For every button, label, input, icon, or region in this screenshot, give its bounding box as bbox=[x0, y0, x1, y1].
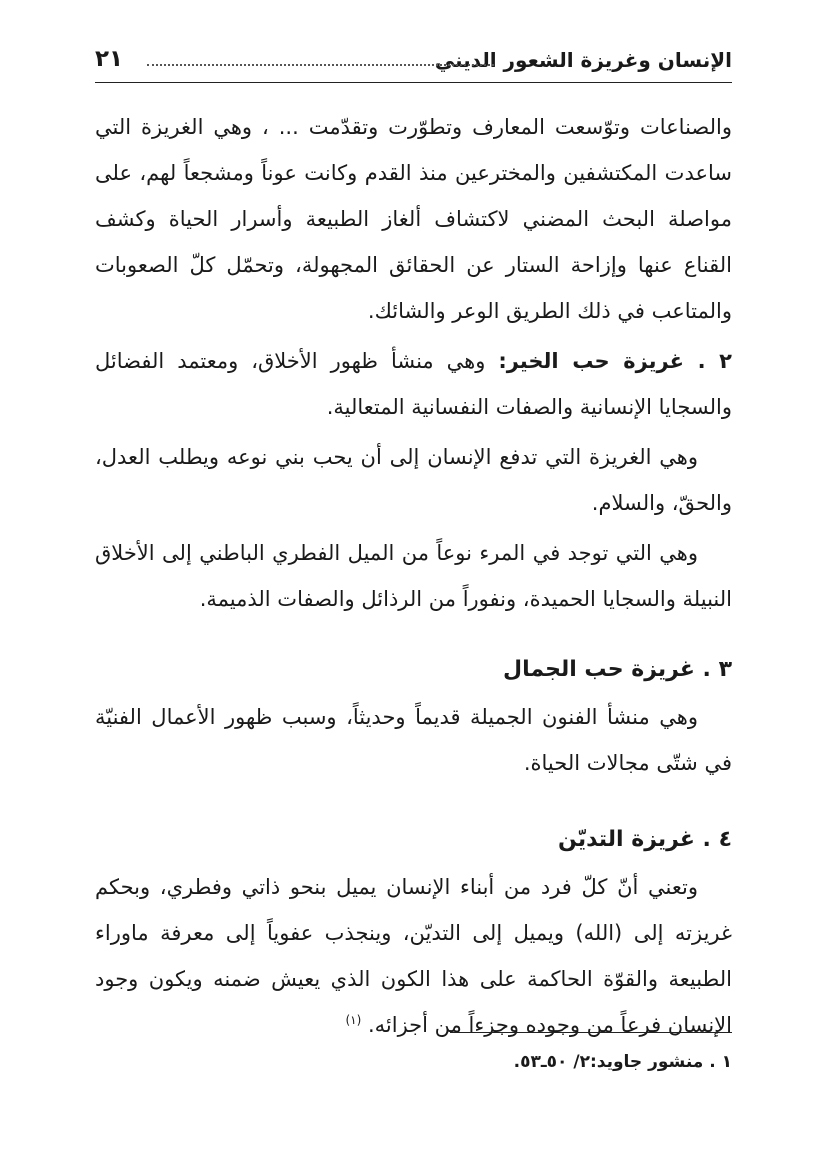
heading-instinct-beauty: ٣ . غريزة حب الجمال bbox=[503, 657, 732, 682]
inline-heading-instinct-good: ٢ . غريزة حب الخير: bbox=[498, 349, 732, 373]
paragraph-religiosity bbox=[95, 864, 732, 1048]
paragraph-beauty: وهي منشأ الفنون الجميلة قديماً وحديثاً، وسبب ظهور الأعمال الفنيّة في شتّى مجالات الحياة. bbox=[95, 705, 732, 775]
page-body bbox=[95, 104, 732, 1048]
running-title: الإنسان وغريزة الشعور الديني bbox=[434, 48, 732, 72]
heading-instinct-religiosity: ٤ . غريزة التديّن bbox=[558, 827, 732, 852]
paragraph-morals: وهي التي توجد في المرء نوعاً من الميل الفطري الباطني إلى الأخلاق النبيلة والسجايا الحميدة، ونفوراً من الرذائل والصفات الذميمة. bbox=[95, 541, 732, 611]
footnote-text: ١ . منشور جاويد:٢/ ٥٠ـ٥٣. bbox=[513, 1052, 732, 1072]
footnote-rule bbox=[450, 1032, 732, 1033]
paragraph-religiosity-text: وتعني أنّ كلّ فرد من أبناء الإنسان يميل بنحو ذاتي وفطري، وبحكم غريزته إلى (الله) ويميل إلى التديّن، وينجذب عفوياً إلى معرفة ماوراء الطبيعة والقوّة الحاكمة على هذا الكون الذي يعيش ضمنه ويكون وجود الإنسان فرعاً من وجوده وجزءاً من أجزائه. bbox=[95, 875, 732, 1037]
page-number: ٢١ bbox=[95, 46, 124, 72]
paragraph-justice: وهي الغريزة التي تدفع الإنسان إلى أن يحب بني نوعه ويطلب العدل، والحقّ، والسلام. bbox=[95, 445, 732, 515]
header-dot-leader bbox=[147, 64, 494, 66]
paragraph-instinct-good bbox=[95, 338, 732, 430]
page-header bbox=[95, 46, 732, 82]
footnote-reference: (١) bbox=[345, 1013, 362, 1027]
paragraph-instinct-good-text: وهي منشأ ظهور الأخلاق، ومعتمد الفضائل والسجايا الإنسانية والصفات النفسانية المتعالية. bbox=[95, 349, 732, 419]
header-rule bbox=[95, 82, 732, 83]
paragraph-continuation: والصناعات وتوّسعت المعارف وتطوّرت وتقدّمت ... ، وهي الغريزة التي ساعدت المكتشفين والمخترعين منذ القدم وكانت عوناً ومشجعاً لهم، على مواصلة البحث المضني لاكتشاف ألغاز الطبيعة وأسرار الحياة وكشف القناع عنها وإزاحة الستار عن الحقائق المجهولة، وتحمّل كلّ الصعوبات والمتاعب في ذلك الطريق الوعر والشائك. bbox=[95, 115, 732, 323]
